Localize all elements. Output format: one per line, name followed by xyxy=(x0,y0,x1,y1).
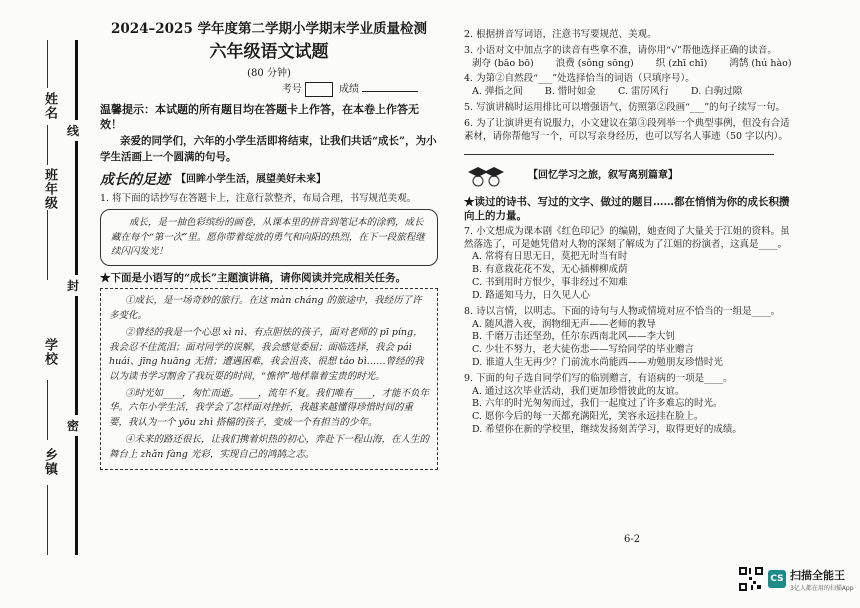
town-blank xyxy=(47,485,48,555)
graduation-cap-icon xyxy=(464,163,508,189)
copy-passage-text: 成长，是一抽色彩缤纷的画卷，从课本里的拼音到笔记本的涂鸦，成长藏在每个“第一次”里。愿你带着绽放的勇气和向阳的热烈，在下一段旅程继续闪闪发光！ xyxy=(111,217,425,257)
exam-duration: (80 分钟) xyxy=(247,68,291,80)
question-1: 1. 将下面的话抄写在答题卡上，注意行款整齐，布局合理，书写规范美观。 xyxy=(100,192,417,204)
binding-word-secret: 密 xyxy=(67,415,79,436)
scanner-name: 扫描全能王 xyxy=(790,568,845,582)
binding-margin xyxy=(0,0,92,608)
intro-text: 亲爱的同学们，六年的小学生活即将结束，让我们共话“成长”，为小学生活画上一个圆满的句号。 xyxy=(100,135,437,163)
binding-word-line: 线 xyxy=(67,120,79,141)
grade-blank xyxy=(47,210,48,280)
reading-instruction: ★下面是小语写的“成长”主题演讲稿，请你阅读并完成相关任务。 xyxy=(100,272,407,285)
name-label: 姓名 xyxy=(42,92,57,120)
right-column xyxy=(464,26,794,437)
passage-para-1: ①成长，是一场奇妙的旅行。在这 màn cháng 的旅途中，我经历了许多变化。 xyxy=(109,295,422,322)
section-two-head xyxy=(464,163,794,189)
question-8: 8. 诗以言情，以明志。下面的诗句与人物或情境对应不恰当的一组是____。 xyxy=(464,305,781,317)
q3-option-4[interactable]: 鸿鹄 (hú hào) xyxy=(729,57,792,69)
exam-title: 2024–2025 学年度第二学期小学期末学业质量检测 xyxy=(110,21,428,37)
exam-number-box[interactable] xyxy=(305,82,333,97)
q7-option-d[interactable]: D. 路遥知马力，日久见人心 xyxy=(472,289,590,301)
section-two-intro: ★读过的诗书、写过的文字、做过的题目……都在悄悄为你的成长积攒向上的力量。 xyxy=(464,195,790,222)
q7-option-b[interactable]: B. 有意栽花花不发，无心插柳柳成荫 xyxy=(472,264,628,276)
q7-option-c[interactable]: C. 书到用时方恨少，事非经过不知难 xyxy=(472,277,628,289)
town-label: 乡镇 xyxy=(42,448,57,476)
grade-label: 年级 xyxy=(42,182,57,210)
passage-para-4: ④未来的路还很长，让我们携着炽热的初心，奔赴下一程山海，在人生的舞台上 zhǎn fàng 光彩，实现自己的鸿鹄之志。 xyxy=(109,433,430,460)
section-one-head xyxy=(100,171,438,190)
question-5: 5. 写演讲稿时运用排比可以增强语气，仿照第②段画“___”的句子续写一句。 xyxy=(464,102,786,114)
speech-passage xyxy=(100,288,438,470)
left-column xyxy=(100,20,438,470)
score-blank[interactable] xyxy=(362,91,418,92)
score-label: 成绩 xyxy=(339,83,359,95)
question-2: 2. 根据拼音写词语，注意书写要规范、美观。 xyxy=(464,29,657,40)
q9-option-d[interactable]: D. 希望你在新的学校里，继续发扬刻苦学习，取得更好的成绩。 xyxy=(472,424,742,436)
question-6: 6. 为了让演讲更有说服力，小文建议在第③段列举一个典型事例，但没有合适素材，请你帮他写一个，可以写亲身经历，也可以写名人事迹（50 字以内）。 xyxy=(464,117,790,142)
school-label: 学校 xyxy=(42,338,57,366)
binding-line xyxy=(75,40,78,555)
question-4: 4. 为第②自然段“___”处选择恰当的词语（只填序号）。 xyxy=(464,73,695,85)
q4-option-b[interactable]: B. 惜时如金 xyxy=(544,86,596,98)
passage-para-2: ②曾经的我是一个心思 xì nì、有点胆怯的孩子，面对老师的 pī píng，我会忍不住流泪；面对同学的误解，我会感觉委屈；面临选择，我会 pái huái、jīng huāng 无措；遭遇困难，我会沮丧、很想 táo bì……曾经的我以为读书学习割舍了我玩耍的时间，“憔悴”地样靠着宝贵的时光。 xyxy=(109,326,424,382)
q9-option-b[interactable]: B. 六年的时光匆匆而过，我们一起度过了许多难忘的时光。 xyxy=(472,398,723,410)
q7-option-a[interactable]: A. 常将有日思无日，莫把无时当有时 xyxy=(472,251,628,263)
scanner-tagline: 3亿人都在用的扫描App xyxy=(790,584,854,592)
q8-option-a[interactable]: A. 随风潜入夜，润物细无声——老师的教导 xyxy=(472,318,656,330)
q3-option-3[interactable]: 织 (zhī chī) xyxy=(655,57,708,69)
section-two-title: 【回忆学习之旅，叙写离别篇章】 xyxy=(528,169,678,181)
warm-tip: 温馨提示：本试题的所有题目均在答题卡上作答，在本卷上作答无效！ xyxy=(100,102,419,131)
copy-passage-scroll xyxy=(100,209,438,266)
q3-option-2[interactable]: 浪费 (sǒng sōng) xyxy=(555,57,634,69)
question-7: 7. 小文想成为课本剧《红色印记》的编剧，她查阅了大量关于江姐的资料。虽然落选了，可是她凭借对人物的深刻了解成为了江姐的扮演者，这真是____。 xyxy=(464,225,790,250)
section-one-title: 【回眸小学生活，展望美好未来】 xyxy=(176,174,326,186)
page-number: 6-2 xyxy=(624,534,641,545)
exam-number-row xyxy=(100,82,438,97)
q4-option-d[interactable]: D. 白驹过隙 xyxy=(690,86,743,98)
exam-subtitle: 六年级语文试题 xyxy=(209,42,329,63)
binding-word-seal: 封 xyxy=(67,275,79,296)
q8-option-d[interactable]: D. 谁道人生无再少？门前流水尚能西——劝勉朋友珍惜时光 xyxy=(472,356,723,368)
q3-option-1[interactable]: 剥夺 (bāo bō) xyxy=(472,57,534,69)
q9-option-a[interactable]: A. 通过这次毕业活动，我们更加珍惜彼此的友谊。 xyxy=(472,385,685,397)
class-blank xyxy=(47,125,48,165)
passage-para-3: ③时光如____，匆忙而逝。____，流年不复。我们唯有____，才能不负年华。六年小学生活，我学会了怎样面对挫折，我越来越懂得珍惜时间的重要，我认为一个 yōu zhì 搭檔的孩子，变成一个有担当的少年。 xyxy=(109,387,430,429)
question-3: 3. 小语对文中加点字的读音有些拿不准，请你用“√”帮他选择正确的读音。 xyxy=(464,44,777,56)
name-blank xyxy=(47,40,48,88)
q4-option-c[interactable]: C. 雷厉风行 xyxy=(617,86,669,98)
q9-option-c[interactable]: C. 愿你今后的每一天都充满阳光，笑容永远挂在脸上。 xyxy=(472,411,704,423)
q6-answer-line[interactable] xyxy=(464,154,774,155)
q4-options xyxy=(464,86,794,99)
growth-footprint-art: 成长的足迹 xyxy=(100,171,170,188)
school-blank xyxy=(47,380,48,440)
q3-options xyxy=(464,58,794,71)
qr-code-icon xyxy=(738,566,764,592)
scanner-watermark xyxy=(738,566,854,592)
q8-option-c[interactable]: C. 少壮不努力，老大徒伤悲——写给同学的毕业赠言 xyxy=(472,344,694,356)
class-label: 班 xyxy=(42,168,57,182)
camscanner-logo: CS xyxy=(768,570,786,588)
question-9: 9. 下面的句子选自同学们写的临别赠言，有语病的一项是____。 xyxy=(464,372,733,384)
q8-option-b[interactable]: B. 千磨万击还坚劲，任尔东西南北风——李大钊 xyxy=(472,331,676,343)
q4-option-a[interactable]: A. 弹指之间 xyxy=(472,86,523,98)
exam-number-label: 考号 xyxy=(281,83,302,95)
